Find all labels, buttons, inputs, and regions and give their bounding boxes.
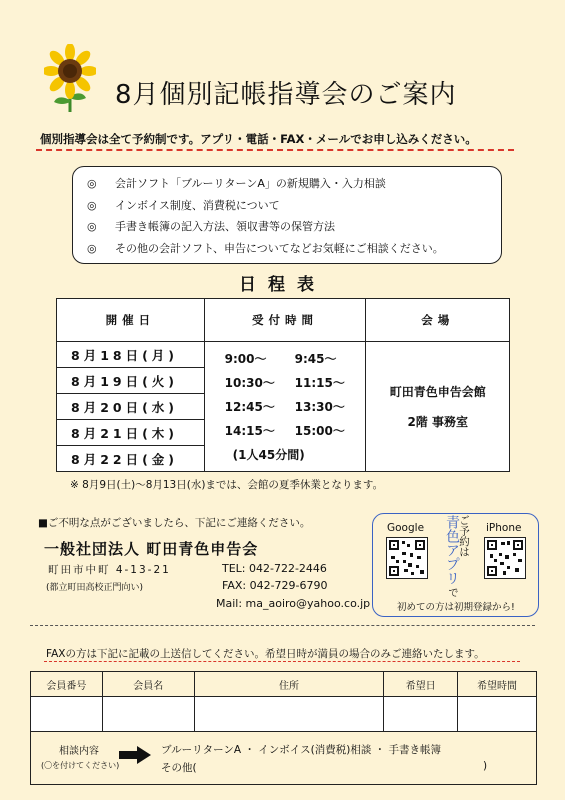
schedule-date: 8月18日(月) — [57, 342, 205, 368]
services-box — [72, 166, 502, 264]
schedule-date: 8月20日(水) — [57, 394, 205, 420]
iphone-label: iPhone — [486, 522, 522, 534]
column-preferred-date: 希望日 — [384, 672, 458, 697]
phone-number[interactable]: TEL: 042-722-2446 — [222, 562, 327, 575]
fax-instruction: FAXの方は下記に記載の上送信してください。希望日時が満員の場合のみご連絡いたします。 — [46, 648, 485, 660]
time-row: 10:30〜 11:15〜 — [224, 375, 345, 390]
service-item: ◎ 手書き帳簿の記入方法、領収書等の保管方法 — [87, 220, 335, 233]
notice-underline — [36, 149, 514, 151]
service-item: ◎ インボイス制度、消費税について — [87, 198, 280, 212]
schedule-date: 8月22日(金) — [57, 446, 205, 472]
service-item: ◎ 会計ソフト「ブルーリターンA」の新規購入・入力相談 — [87, 177, 386, 190]
vertical-reservation-text: ご予約は 青色アプリ で — [444, 515, 470, 598]
schedule-date: 8月19日(火) — [57, 368, 205, 394]
schedule-title: 日程表 — [239, 275, 326, 295]
cut-line-divider — [30, 625, 535, 626]
email-address[interactable]: Mail: ma_aoiro@yahoo.co.jp — [216, 597, 371, 610]
consult-other-close: ) — [483, 760, 488, 772]
column-preferred-time: 希望時間 — [458, 672, 537, 697]
holiday-note: ※ 8月9日(土)〜8月13日(水)までは、会館の夏季休業となります。 — [70, 479, 384, 491]
time-row: 12:45〜 13:30〜 — [224, 399, 345, 414]
member-number-field[interactable] — [31, 697, 103, 732]
address-field[interactable] — [194, 697, 384, 732]
sunflower-icon — [44, 44, 96, 114]
fax-application-form — [30, 671, 537, 785]
address-note: (都立町田高校正門向い) — [46, 583, 144, 593]
reception-times — [204, 342, 366, 472]
consult-options[interactable]: ブルーリターンA ・ インボイス(消費税)相談 ・ 手書き帳簿 — [161, 744, 441, 756]
header-venue: 会場 — [366, 299, 510, 342]
preferred-date-field[interactable] — [384, 697, 458, 732]
consultation-row[interactable] — [31, 732, 537, 785]
schedule-table — [56, 298, 510, 472]
consult-other[interactable]: その他( — [161, 762, 197, 774]
page-title: 8月個別記帳指導会のご案内 — [115, 80, 457, 110]
consult-sub-label: (〇を付けてください) — [41, 761, 120, 770]
header-time: 受付時間 — [204, 299, 366, 342]
column-address: 住所 — [194, 672, 384, 697]
column-member-name: 会員名 — [102, 672, 194, 697]
time-row: 14:15〜 15:00〜 — [224, 423, 345, 438]
google-qr-code[interactable] — [386, 537, 428, 579]
time-row: 9:00〜 9:45〜 — [224, 351, 337, 366]
venue-cell: 町田青色申告会館 2階 事務室 — [366, 342, 510, 472]
google-label: Google — [387, 522, 425, 534]
fax-instruction-underline — [44, 661, 520, 662]
contact-note: ■ご不明な点がございましたら、下記にご連絡ください。 — [38, 517, 311, 529]
iphone-qr-code[interactable] — [484, 537, 526, 579]
service-item: ◎ その他の会計ソフト、申告についてなどお気軽にご相談ください。 — [87, 241, 444, 255]
header-date: 開催日 — [57, 299, 205, 342]
address: 町田市中町 4-13-21 — [48, 564, 171, 576]
consult-label: 相談内容 — [59, 746, 99, 757]
column-member-number: 会員番号 — [31, 672, 103, 697]
first-time-registration-note: 初めての方は初期登録から! — [397, 602, 515, 613]
fax-number: FAX: 042-729-6790 — [222, 579, 328, 592]
organization-name: 一般社団法人 町田青色申告会 — [44, 540, 259, 558]
preferred-time-field[interactable] — [458, 697, 537, 732]
schedule-date: 8月21日(木) — [57, 420, 205, 446]
per-person-duration: (1人45分間) — [232, 447, 305, 462]
member-name-field[interactable] — [102, 697, 194, 732]
reservation-notice: 個別指導会は全て予約制です。アプリ・電話・FAX・メールでお申し込みください。 — [40, 132, 477, 146]
arrow-right-icon — [119, 746, 151, 764]
